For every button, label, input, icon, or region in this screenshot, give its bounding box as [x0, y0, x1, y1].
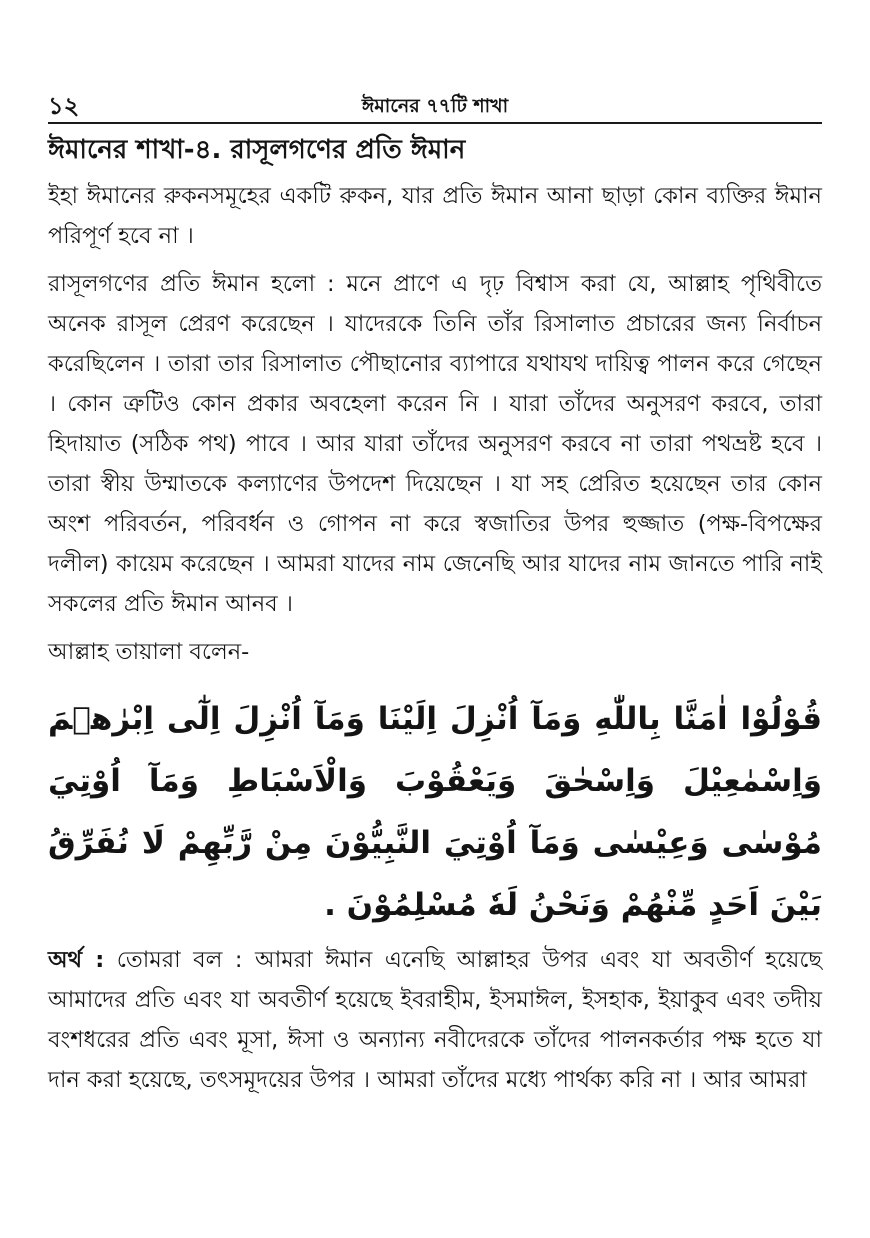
- quote-intro: আল্লাহ তায়ালা বলেন-: [48, 639, 250, 665]
- translation-label: অর্থ :: [48, 947, 105, 973]
- page-number: ১২: [48, 92, 80, 120]
- paragraph-definition: রাসূলগণের প্রতি ঈমান হলো : মনে প্রাণে এ দৃঢ় বিশ্বাস করা যে, আল্লাহ পৃথিবীতে অনেক রাসূল প্রেরণ করেছেন । যাদেরকে তিনি তাঁর রিসালাত প্রচারের জন্য নির্বাচন করেছিলেন । তারা তার রিসালাত পৌছানোর ব্যাপারে যথাযথ দায়িত্ব পালন করে গেছেন । কোন ত্রুটিও কোন প্রকার অবহেলা করেন নি । যারা তাঁদের অনুসরণ করবে, তারা হিদায়াত (সঠিক পথ) পাবে । আর যারা তাঁদের অনুসরণ করবে না তারা পথভ্রষ্ট হবে । তারা স্বীয় উম্মাতকে কল্যাণের উপদেশ দিয়েছেন । যা সহ প্রেরিত হয়েছেন তার কোন অংশ পরিবর্তন, পরিবর্ধন ও গোপন না করে স্বজাতির উপর হুজ্জাত (পক্ষ-বিপক্ষের দলীল) কায়েম করেছেন । আমরা যাদের নাম জেনেছি আর যাদের নাম জানতে পারি নাই সকলের প্রতি ঈমান আনব ।: [48, 271, 822, 617]
- section-title: ঈমানের শাখা-৪. রাসূলগণের প্রতি ঈমান: [48, 135, 466, 165]
- translation-text: তোমরা বল : আমরা ঈমান এনেছি আল্লাহর উপর এবং যা অবতীর্ণ হয়েছে আমাদের প্রতি এবং যা অবতীর্ণ হয়েছে ইবরাহীম, ইসমাঈল, ইসহাক, ইয়াকুব এবং তদীয় বংশধরের প্রতি এবং মূসা, ঈসা ও অন্যান্য নবীদেরকে তাঁদের পালনকর্তার পক্ষ হতে যা দান করা হয়েছে, তৎসমূদয়ের উপর । আমরা তাঁদের মধ্যে পার্থক্য করি না । আর আমরা: [48, 947, 823, 1093]
- translation: [48, 940, 822, 1100]
- running-title: ঈমানের ৭৭টি শাখা: [361, 95, 509, 117]
- arabic-verse: قُوْلُوْا اٰمَنَّا بِاللّٰهِ وَمَآ اُنْزِلَ اِلَيْنَا وَمَآ اُنْزِلَ اِلٰٓى اِبْرٰهٖمَ وَاِسْمٰعِيْلَ وَاِسْحٰقَ وَيَعْقُوْبَ وَالْاَسْبَاطِ وَمَآ اُوْتِيَ مُوْسٰى وَعِيْسٰى وَمَآ اُوْتِيَ النَّبِيُّوْنَ مِنْ رَّبِّهِمْ لَا نُفَرِّقُ بَيْنَ اَحَدٍ مِّنْهُمْ وَنَحْنُ لَهٗ مُسْلِمُوْنَ .: [48, 701, 822, 923]
- running-header: [48, 88, 822, 124]
- paragraph-intro: ইহা ঈমানের রুকনসমূহের একটি রুকন, যার প্রতি ঈমান আনা ছাড়া কোন ব্যক্তির ঈমান পরিপূর্ণ হবে না ।: [48, 183, 822, 249]
